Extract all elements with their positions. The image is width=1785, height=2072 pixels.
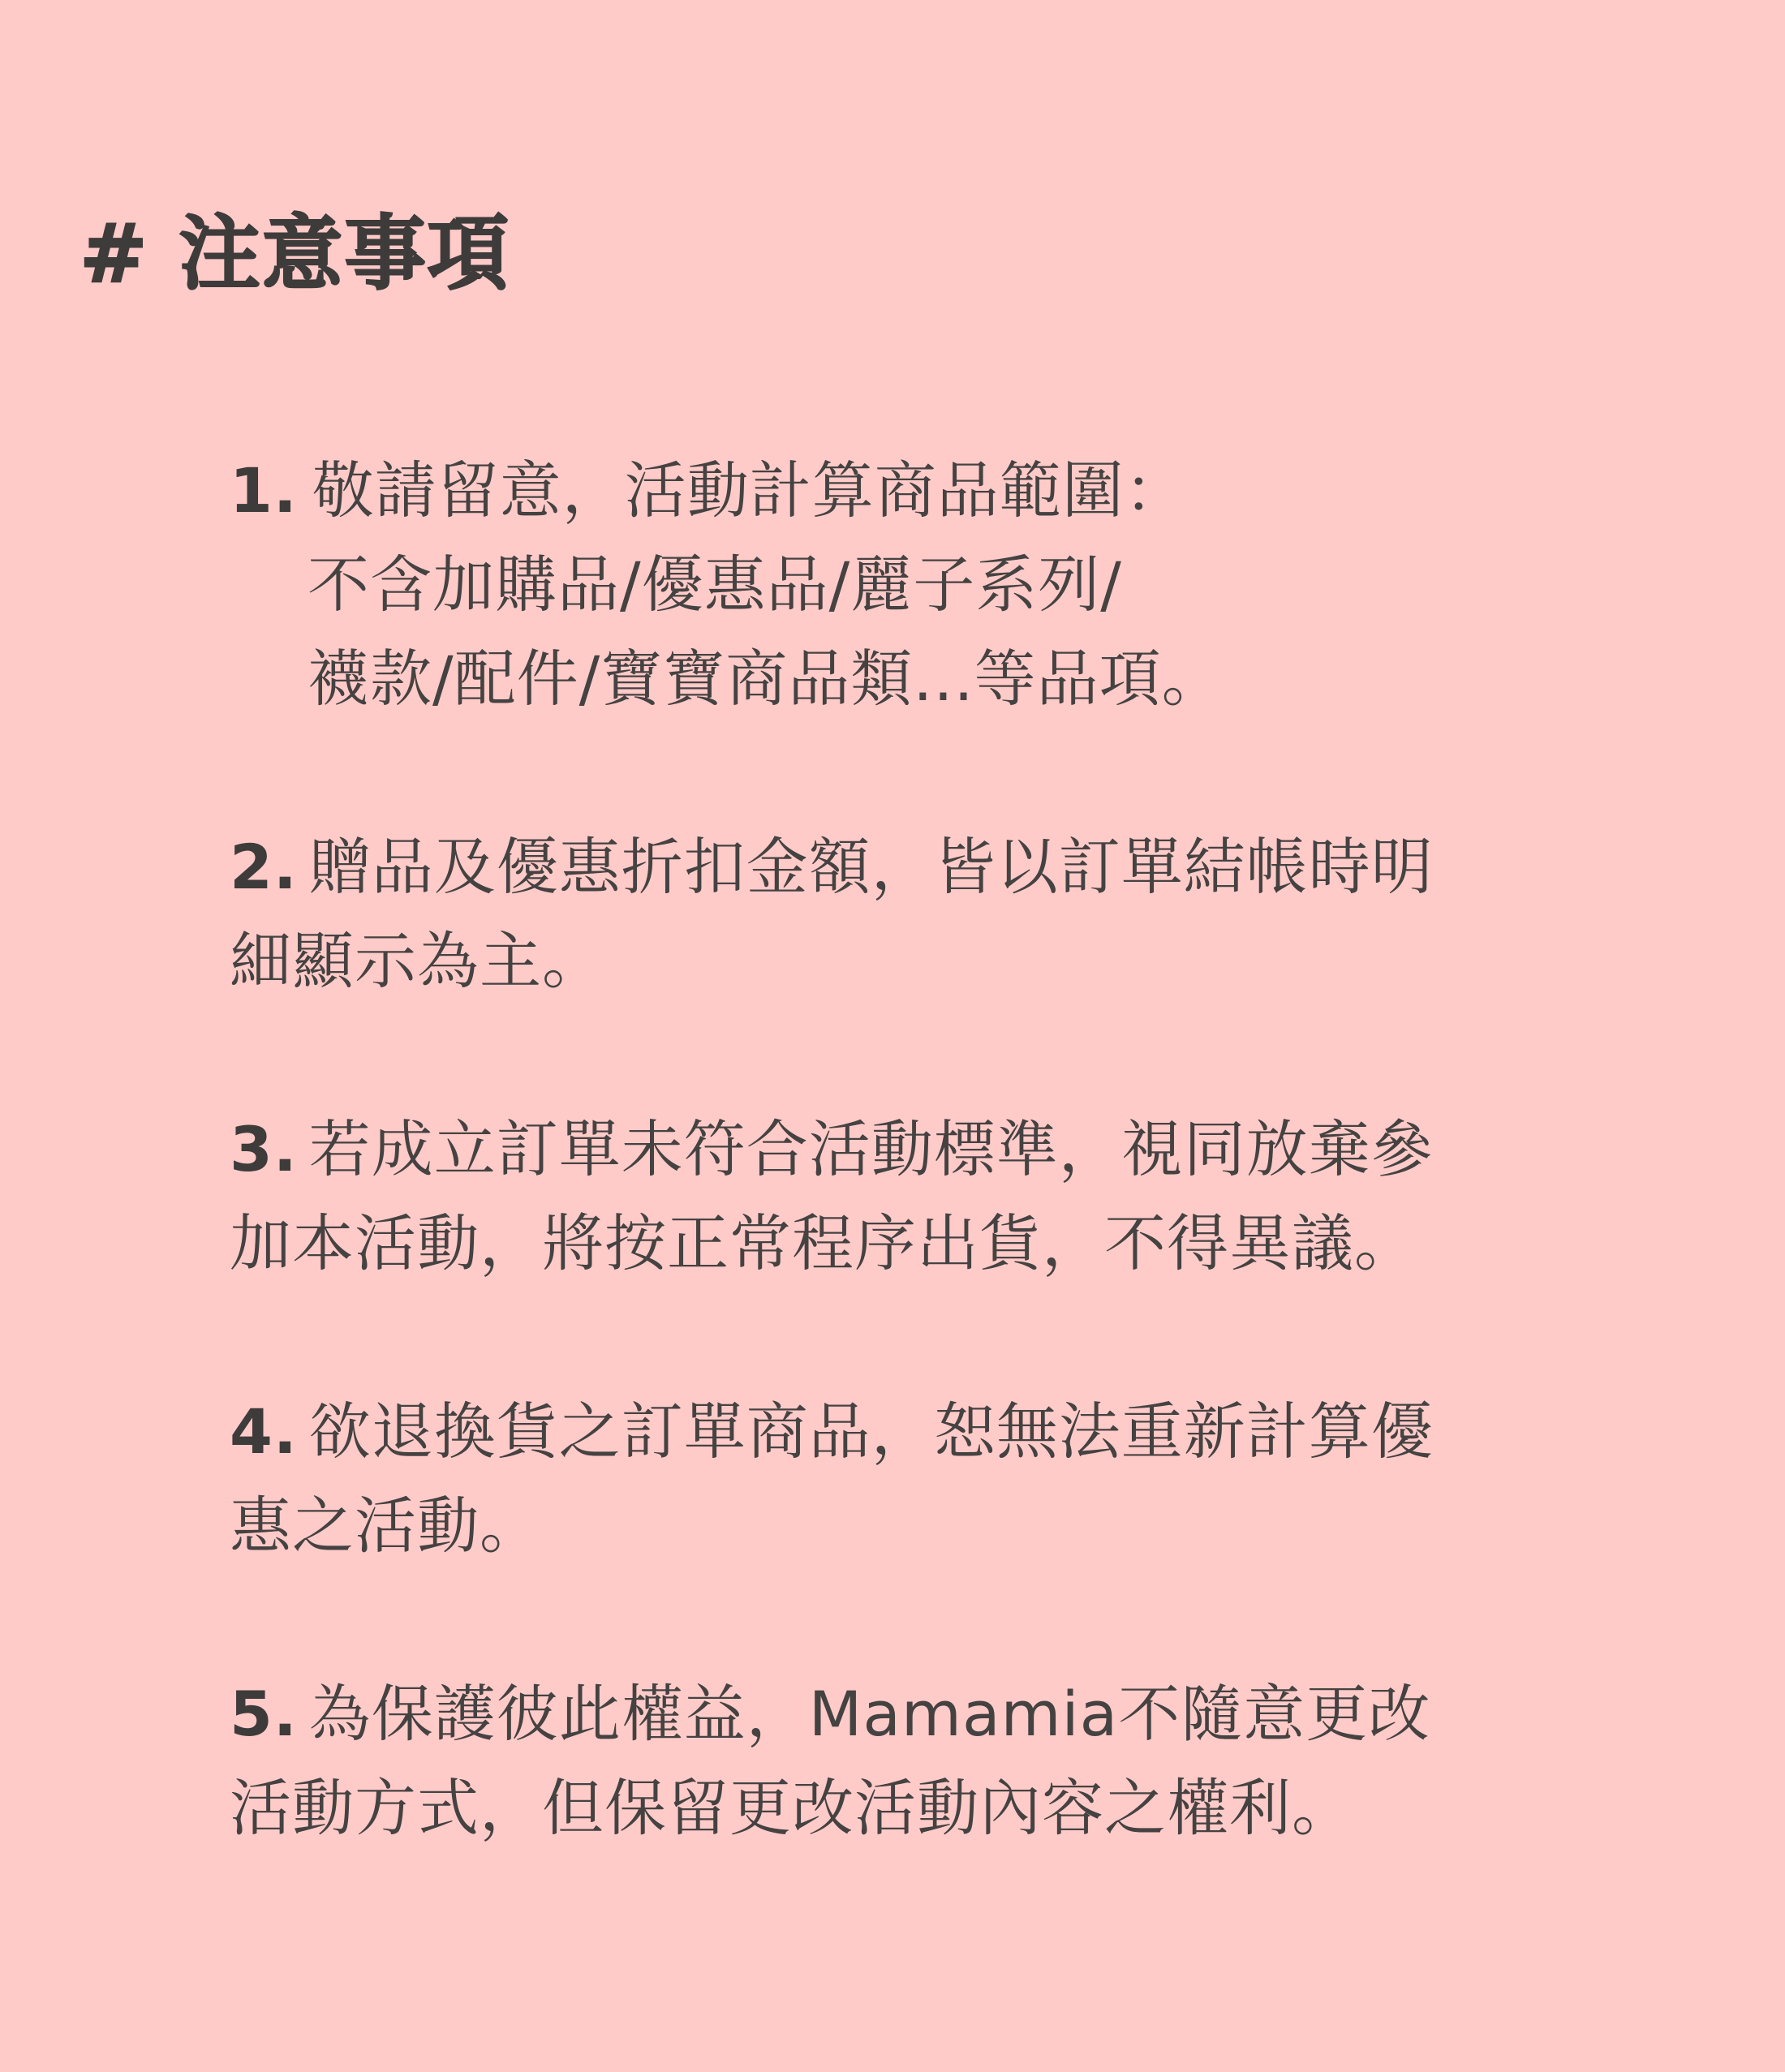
note-4-line-1 [230, 1385, 1609, 1479]
note-3-text-line-1: 若成立訂單未符合活動標準，視同放棄參 [308, 1113, 1434, 1185]
note-item-4 [230, 1385, 1609, 1573]
note-3-line-2: 加本活動，將按正常程序出貨，不得異議。 [230, 1207, 1417, 1279]
note-4-line-2: 惠之活動。 [230, 1490, 542, 1562]
note-3-line-1 [230, 1103, 1609, 1197]
note-4-number: 4. [230, 1395, 298, 1468]
note-2-number: 2. [230, 831, 298, 903]
note-1-line-1 [230, 444, 1609, 538]
note-4-text-line-1: 欲退換貨之訂單商品，恕無法重新計算優 [308, 1395, 1434, 1468]
note-5-line-2: 活動方式，但保留更改活動內容之權利。 [230, 1772, 1354, 1844]
note-2-line-1 [230, 820, 1609, 914]
notes-list [230, 444, 1609, 1855]
note-item-2 [230, 820, 1609, 1008]
note-5-text-line-1: 為保護彼此權益，Mamamia不隨意更改 [308, 1678, 1431, 1750]
note-2-text-line-1: 贈品及優惠折扣金額，皆以訂單結帳時明 [308, 831, 1434, 903]
note-item-1 [230, 444, 1609, 726]
note-1-text-line-1: 敬請留意，活動計算商品範圍： [312, 454, 1187, 527]
note-5-line-1 [230, 1667, 1609, 1761]
note-1-number: 1. [230, 454, 298, 527]
note-item-3 [230, 1103, 1609, 1291]
note-1-line-2: 不含加購品/優惠品/麗子系列/ [308, 548, 1122, 621]
page-title: # 注意事項 [80, 206, 510, 301]
note-2-line-2: 細顯示為主。 [230, 925, 604, 997]
note-3-number: 3. [230, 1113, 298, 1185]
note-1-line-3: 襪款/配件/寶寶商品類...等品項。 [308, 643, 1224, 715]
note-item-5 [230, 1667, 1609, 1855]
note-5-number: 5. [230, 1678, 298, 1750]
